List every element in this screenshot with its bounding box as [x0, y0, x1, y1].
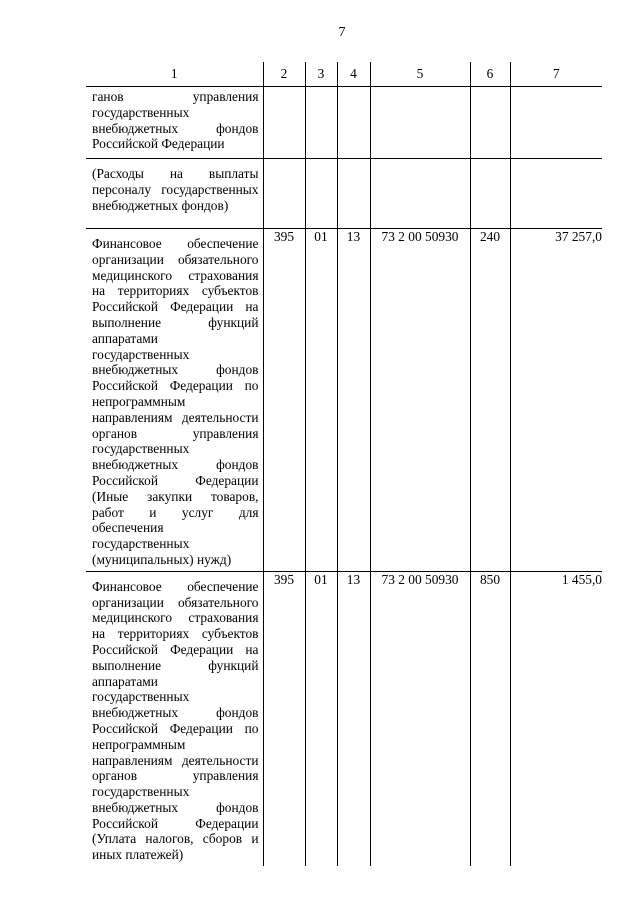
gr-cell — [263, 159, 305, 229]
description-text: Финансовое обеспечение организации обязательного медицинского страхования на территориях субъектов Российской Федерации на выполнение функций аппаратами государственных внебюджетных фондов Российской Федерации по непрограммным направлениям деятельности органов управления государственных внебюджетных фондов Российской Федерации (Иные закупки товаров, работ и услуг для обеспечения государственных (муниципальных) нужд) — [92, 236, 259, 567]
header-row — [86, 62, 602, 87]
pr-cell: 13 — [337, 229, 370, 572]
description-text: (Расходы на выплаты персоналу государственных внебюджетных фондов) — [92, 166, 259, 213]
table-row — [86, 229, 602, 572]
table-row — [86, 159, 602, 229]
rz-cell — [305, 87, 337, 159]
amount-cell — [510, 87, 602, 159]
csr-cell — [370, 159, 470, 229]
table-row — [86, 571, 602, 866]
gr-cell — [263, 87, 305, 159]
rz-cell: 01 — [305, 571, 337, 866]
pr-cell — [337, 159, 370, 229]
gr-cell: 395 — [263, 571, 305, 866]
rz-cell: 01 — [305, 229, 337, 572]
column-header-1: 1 — [86, 62, 263, 87]
vr-cell: 850 — [470, 571, 510, 866]
pr-cell — [337, 87, 370, 159]
description-cell — [86, 229, 263, 572]
budget-table — [86, 62, 602, 866]
description-cell — [86, 159, 263, 229]
vr-cell: 240 — [470, 229, 510, 572]
vr-cell — [470, 159, 510, 229]
column-header-6: 6 — [470, 62, 510, 87]
pr-cell: 13 — [337, 571, 370, 866]
column-header-3: 3 — [305, 62, 337, 87]
column-header-7: 7 — [510, 62, 602, 87]
page-number: 7 — [338, 25, 346, 40]
csr-cell: 73 2 00 50930 — [370, 229, 470, 572]
amount-cell — [510, 159, 602, 229]
description-text: Финансовое обеспечение организации обязательного медицинского страхования на территориях субъектов Российской Федерации на выполнение функций аппаратами государственных внебюджетных фондов Российской Федерации по непрограммным направлениям деятельности органов управления государственных внебюджетных фондов Российской Федерации (Уплата налогов, сборов и иных платежей) — [92, 578, 259, 863]
gr-cell: 395 — [263, 229, 305, 572]
column-header-5: 5 — [370, 62, 470, 87]
column-header-2: 2 — [263, 62, 305, 87]
vr-cell — [470, 87, 510, 159]
column-header-4: 4 — [337, 62, 370, 87]
csr-cell — [370, 87, 470, 159]
rz-cell — [305, 159, 337, 229]
table-row — [86, 87, 602, 159]
csr-cell: 73 2 00 50930 — [370, 571, 470, 866]
description-cell — [86, 87, 263, 159]
description-text: ганов управления государственных внебюджетных фондов Российской Федерации — [92, 89, 259, 152]
description-cell — [86, 571, 263, 866]
amount-cell: 1 455,0 — [510, 571, 602, 866]
amount-cell: 37 257,0 — [510, 229, 602, 572]
